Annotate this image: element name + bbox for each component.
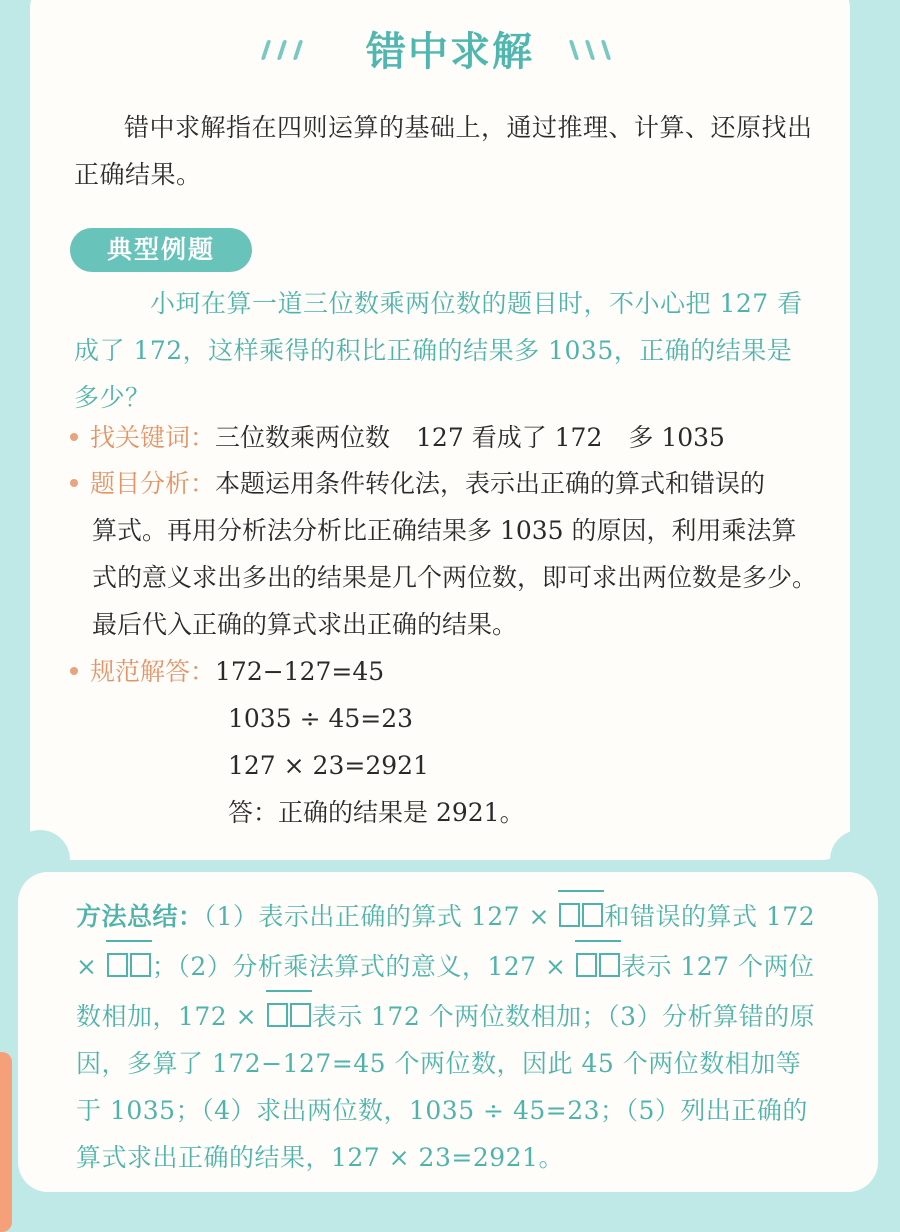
example-badge: 典型例题 — [70, 228, 252, 272]
keywords-label: 找关键词： — [90, 423, 216, 452]
keyword-item: 127 看成了 172 — [416, 423, 603, 452]
answer-row — [70, 648, 384, 695]
answer-line: 172−127=45 — [215, 657, 385, 686]
analysis-row — [70, 460, 820, 507]
analysis-body: 算式。再用分析法分析比正确结果多 1035 的原因，利用乘法算式的意义求出多出的结果是几个两位数，即可求出两位数是多少。最后代入正确的算式求出正确的结果。 — [92, 516, 818, 639]
summary-text: 表示 172 个两位数相加；（3）分析算错的原因，多算了 172−127=45 个两位数，因此 45 个两位数相加等于 1035；（4）求出两位数，1035 ÷ 45=23；（5）列出正确的算式求出正确的结果，127 × 23=2921。 — [76, 1002, 816, 1172]
blank-digits-icon — [558, 890, 604, 940]
method-summary — [76, 890, 820, 1181]
bullet-dot-icon — [70, 667, 78, 675]
decor-ticks-left-icon — [258, 40, 306, 70]
blank-digits-icon — [575, 940, 621, 990]
answer-line: 1035 ÷ 45=23 — [228, 704, 414, 733]
blank-digits-icon — [106, 940, 152, 990]
analysis-first-line: 本题运用条件转化法，表示出正确的算式和错误的 — [215, 469, 766, 498]
example-problem: 小珂在算一道三位数乘两位数的题目时，不小心把 127 看成了 172，这样乘得的积比正确的结果多 1035，正确的结果是多少？ — [74, 289, 803, 412]
bullet-dot-icon — [70, 479, 78, 487]
side-tab — [0, 1052, 12, 1232]
answer-conclusion: 答：正确的结果是 2921。 — [228, 798, 525, 827]
analysis-label: 题目分析： — [90, 469, 216, 498]
summary-text: ；（2）分析乘法算式的意义，127 × — [151, 952, 575, 981]
summary-text: 和错误的算式 172 × — [76, 902, 816, 981]
decor-ticks-right-icon — [566, 40, 614, 70]
bullet-dot-icon — [70, 433, 78, 441]
intro-paragraph: 错中求解指在四则运算的基础上，通过推理、计算、还原找出正确结果。 — [74, 113, 813, 189]
keyword-item: 三位数乘两位数 — [215, 423, 391, 452]
answer-label: 规范解答： — [90, 657, 216, 686]
answer-line: 127 × 23=2921 — [228, 751, 429, 780]
summary-text: 表示 127 个两位数相加，172 × — [76, 952, 815, 1031]
title-row — [0, 22, 900, 82]
keywords-row — [70, 414, 725, 461]
page-title: 错中求解 — [366, 29, 534, 75]
summary-label: 方法总结： — [76, 902, 204, 931]
blank-digits-icon — [266, 990, 312, 1040]
summary-text: （1）表示出正确的算式 127 × — [203, 902, 559, 931]
keyword-item: 多 1035 — [628, 423, 725, 452]
